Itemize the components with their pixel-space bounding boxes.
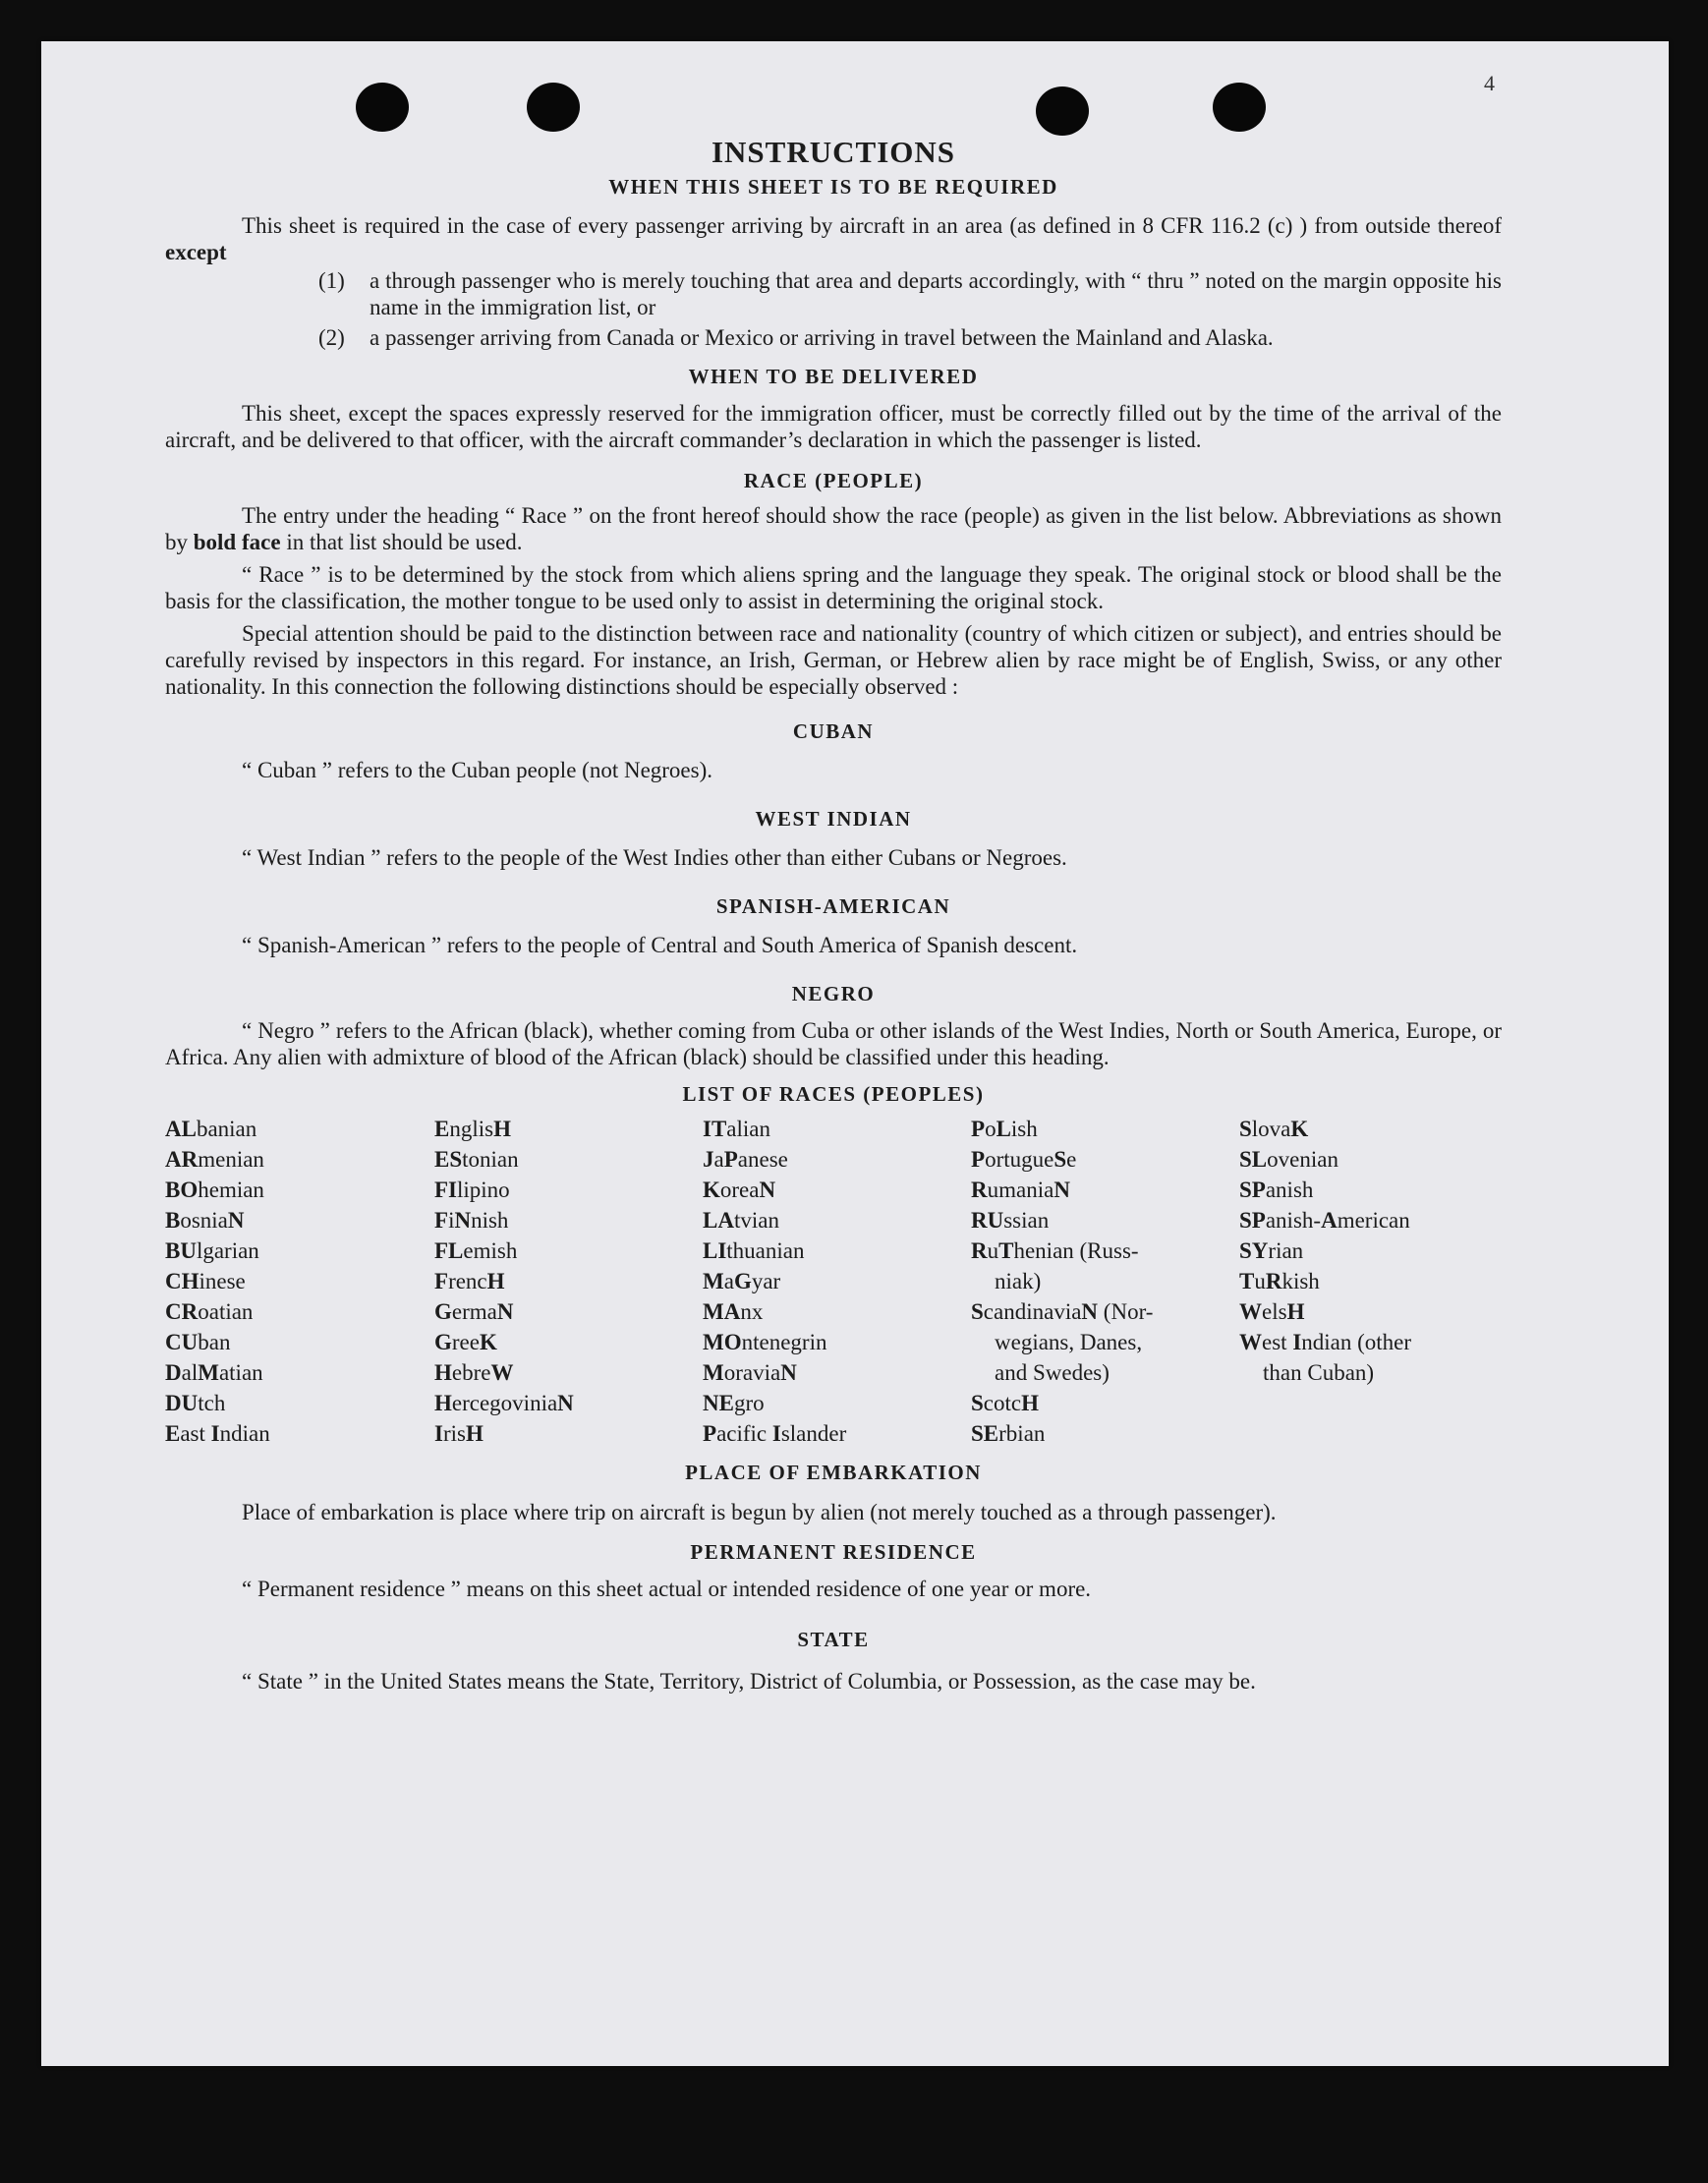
race-text: o bbox=[985, 1117, 996, 1141]
negro-text: “ Negro ” refers to the African (black), whether coming from Cuba or other islands of the West Indies, North or South America, Europe, or Africa. Any alien with admixture of blood of the African (black) should be classified under this heading. bbox=[165, 1018, 1502, 1069]
race-entry bbox=[971, 1296, 1239, 1327]
page-title: INSTRUCTIONS bbox=[711, 135, 955, 169]
race-abbrev-letters: W bbox=[1239, 1299, 1262, 1324]
heading-cuban: CUBAN bbox=[792, 719, 875, 743]
race-abbrev-letters: M bbox=[703, 1360, 724, 1385]
race-entry bbox=[971, 1114, 1239, 1144]
race-abbrev-letters: P bbox=[703, 1421, 717, 1446]
race-abbrev-letters: H bbox=[486, 1269, 505, 1293]
race-abbrev-letters: SP bbox=[1239, 1178, 1266, 1202]
exception-number: (2) bbox=[318, 325, 345, 350]
race-abbrev-letters: W bbox=[1239, 1330, 1262, 1354]
race-abbrev-letters: N bbox=[496, 1299, 514, 1324]
race-text: rbian bbox=[998, 1421, 1046, 1446]
race-abbrev-letters: F bbox=[434, 1208, 449, 1233]
race-abbrev-letters: P bbox=[971, 1147, 986, 1172]
race-text: al bbox=[181, 1360, 199, 1385]
race-abbrev-letters: R bbox=[971, 1178, 988, 1202]
race-abbrev-letters: MA bbox=[703, 1299, 741, 1324]
race-text: menian bbox=[198, 1147, 264, 1172]
race-text: oatian bbox=[198, 1299, 254, 1324]
race-text: tonian bbox=[462, 1147, 519, 1172]
race-abbrev-letters: N bbox=[759, 1178, 776, 1202]
race-abbrev-letters: MO bbox=[703, 1330, 742, 1354]
race-text: lova bbox=[1251, 1117, 1291, 1141]
race-entry bbox=[703, 1175, 971, 1205]
race-text: ndian (other bbox=[1301, 1330, 1412, 1354]
race-text: gro bbox=[733, 1391, 765, 1415]
race-entry bbox=[971, 1144, 1239, 1175]
race-abbrev-letters: N bbox=[1053, 1178, 1070, 1202]
race-entry bbox=[434, 1296, 703, 1327]
race-entry bbox=[165, 1388, 434, 1418]
heading-embarkation: PLACE OF EMBARKATION bbox=[685, 1461, 982, 1484]
race-text: erma bbox=[451, 1299, 497, 1324]
race-abbrev-letters: D bbox=[165, 1360, 182, 1385]
race-abbrev-letters: I bbox=[1292, 1330, 1302, 1354]
race-entry bbox=[1239, 1175, 1514, 1205]
race-text: slander bbox=[780, 1421, 847, 1446]
required-intro-text: This sheet is required in the case of every passenger arriving by aircraft in an area (as defined in 8 CFR 116.2 (c) ) from outside thereof bbox=[242, 213, 1502, 238]
race-abbrev-letters: N bbox=[1081, 1299, 1099, 1324]
race-entry bbox=[703, 1388, 971, 1418]
race-text: wegians, Danes, bbox=[995, 1330, 1143, 1354]
race-entry bbox=[165, 1357, 434, 1388]
race-text: merican bbox=[1337, 1208, 1410, 1233]
heading-when-delivered: WHEN TO BE DELIVERED bbox=[688, 365, 979, 388]
races-column bbox=[165, 1114, 434, 1449]
race-abbrev-letters: T bbox=[1239, 1269, 1255, 1293]
heading-west-indian: WEST INDIAN bbox=[755, 807, 912, 831]
race-text: inese bbox=[199, 1269, 246, 1293]
race-text: ssian bbox=[1003, 1208, 1050, 1233]
race-abbrev-letters: FI bbox=[434, 1178, 457, 1202]
race-entry bbox=[703, 1235, 971, 1266]
race-abbrev-letters: J bbox=[703, 1147, 714, 1172]
race-paragraph-2: “ Race ” is to be determined by the stock from which aliens spring and the language they speak. The original stock or blood shall be the basis for the classification, the mother tongue to be used only to assist in determining the original stock. bbox=[165, 562, 1502, 613]
race-text: hemian bbox=[198, 1178, 264, 1202]
heading-race: RACE (PEOPLE) bbox=[743, 469, 924, 492]
race-text: ris bbox=[442, 1421, 466, 1446]
race-abbrev-letters: M bbox=[198, 1360, 219, 1385]
race-text: oravia bbox=[723, 1360, 781, 1385]
race-entry bbox=[165, 1266, 434, 1296]
race-abbrev-letters: H bbox=[1286, 1299, 1305, 1324]
heading-when-required: WHEN THIS SHEET IS TO BE REQUIRED bbox=[608, 175, 1058, 199]
race-text: ree bbox=[451, 1330, 480, 1354]
race-text: renc bbox=[448, 1269, 487, 1293]
race-entry bbox=[703, 1114, 971, 1144]
race-text: atian bbox=[218, 1360, 263, 1385]
race-abbrev-letters: H bbox=[465, 1421, 484, 1446]
race-entry bbox=[703, 1296, 971, 1327]
race-abbrev-letters: N bbox=[227, 1208, 245, 1233]
race-abbrev-letters: DU bbox=[165, 1391, 199, 1415]
race-entry bbox=[703, 1357, 971, 1388]
race-text: henian (Russ- bbox=[1013, 1238, 1139, 1263]
race-abbrev-letters: K bbox=[479, 1330, 497, 1354]
race-entry bbox=[971, 1205, 1239, 1235]
race-abbrev-letters: H bbox=[493, 1117, 511, 1141]
race-text: acific bbox=[716, 1421, 772, 1446]
race-abbrev-letters: FL bbox=[434, 1238, 464, 1263]
race-abbrev-letters: G bbox=[434, 1299, 452, 1324]
race-text: ast bbox=[180, 1421, 211, 1446]
races-column bbox=[971, 1114, 1239, 1449]
race-text: banian bbox=[196, 1117, 257, 1141]
race-text: umania bbox=[987, 1178, 1054, 1202]
heading-list-of-races: LIST OF RACES (PEOPLES) bbox=[682, 1082, 985, 1106]
race-entry bbox=[165, 1144, 434, 1175]
race-entry bbox=[703, 1418, 971, 1449]
race-text: i bbox=[448, 1208, 455, 1233]
race-text: ortugue bbox=[985, 1147, 1054, 1172]
race-abbrev-letters: N bbox=[454, 1208, 472, 1233]
race-text: rian bbox=[1268, 1238, 1304, 1263]
punch-hole bbox=[356, 83, 409, 132]
race-text: thuanian bbox=[726, 1238, 805, 1263]
race-entry bbox=[434, 1114, 703, 1144]
race-abbrev-letters: E bbox=[434, 1117, 450, 1141]
punch-hole bbox=[1036, 86, 1089, 136]
race-entry-continuation bbox=[971, 1327, 1239, 1357]
race-entry-continuation bbox=[1239, 1357, 1514, 1388]
heading-permanent-residence: PERMANENT RESIDENCE bbox=[690, 1540, 977, 1564]
page-number: 4 bbox=[1484, 71, 1495, 95]
race-p1-end: in that list should be used. bbox=[286, 530, 523, 554]
delivered-text: This sheet, except the spaces expressly reserved for the immigration officer, must be correctly filled out by the time of the arrival of the aircraft, and be delivered to that officer, with the aircraft commander’s declaration in which the passenger is listed. bbox=[165, 401, 1502, 452]
race-entry bbox=[434, 1388, 703, 1418]
race-abbrev-letters: IT bbox=[703, 1117, 727, 1141]
race-abbrev-letters: A bbox=[1321, 1208, 1338, 1233]
race-text: niak) bbox=[995, 1269, 1042, 1293]
race-abbrev-letters: SP bbox=[1239, 1208, 1266, 1233]
race-text: tvian bbox=[733, 1208, 779, 1233]
race-abbrev-letters: ES bbox=[434, 1147, 463, 1172]
race-abbrev-letters: S bbox=[971, 1391, 984, 1415]
race-text: ntenegrin bbox=[741, 1330, 827, 1354]
cuban-text: “ Cuban ” refers to the Cuban people (not Negroes). bbox=[242, 758, 713, 782]
race-text: a bbox=[723, 1269, 734, 1293]
race-abbrev-letters: H bbox=[1021, 1391, 1039, 1415]
race-text: than Cuban) bbox=[1263, 1360, 1375, 1385]
race-text: nish bbox=[471, 1208, 509, 1233]
races-list bbox=[165, 1114, 1502, 1449]
race-text: anese bbox=[737, 1147, 788, 1172]
race-entry bbox=[1239, 1144, 1514, 1175]
exception-text: a through passenger who is merely touching that area and departs accordingly, with “ thru ” noted on the margin opposite his name in the immigration list, or bbox=[370, 268, 1502, 319]
race-abbrev-letters: S bbox=[971, 1299, 984, 1324]
state-text: “ State ” in the United States means the State, Territory, District of Columbia, or Possession, as the case may be. bbox=[242, 1669, 1256, 1694]
race-text: and Swedes) bbox=[995, 1360, 1110, 1385]
race-abbrev-letters: T bbox=[998, 1238, 1014, 1263]
race-entry bbox=[165, 1114, 434, 1144]
race-entry bbox=[1239, 1266, 1514, 1296]
race-entry-continuation bbox=[971, 1357, 1239, 1388]
race-entry bbox=[434, 1418, 703, 1449]
race-entry bbox=[165, 1327, 434, 1357]
race-entry-continuation bbox=[971, 1266, 1239, 1296]
race-abbrev-letters: SE bbox=[971, 1421, 999, 1446]
race-text: candinavia bbox=[983, 1299, 1082, 1324]
west-indian-text: “ West Indian ” refers to the people of the West Indies other than either Cubans or Negroes. bbox=[242, 845, 1067, 870]
race-text: est bbox=[1262, 1330, 1293, 1354]
race-abbrev-letters: P bbox=[971, 1117, 986, 1141]
race-entry bbox=[434, 1357, 703, 1388]
race-text: ban bbox=[198, 1330, 231, 1354]
race-text: ercegovinia bbox=[451, 1391, 558, 1415]
instructions-content bbox=[165, 134, 1502, 1698]
race-entry bbox=[434, 1144, 703, 1175]
race-abbrev-letters: N bbox=[780, 1360, 797, 1385]
race-text: anish bbox=[1265, 1178, 1314, 1202]
race-entry bbox=[1239, 1114, 1514, 1144]
race-paragraph-1 bbox=[165, 502, 1502, 555]
race-entry bbox=[434, 1235, 703, 1266]
race-text: lgarian bbox=[196, 1238, 259, 1263]
races-column bbox=[434, 1114, 703, 1449]
race-text: lipino bbox=[457, 1178, 510, 1202]
race-entry bbox=[971, 1388, 1239, 1418]
race-abbrev-letters: P bbox=[723, 1147, 738, 1172]
race-abbrev-letters: CH bbox=[165, 1269, 199, 1293]
race-paragraph-3: Special attention should be paid to the distinction between race and nationality (country of which citizen or subject), and entries should be carefully revised by inspectors in this regard. For instance, an Irish, German, or Hebrew alien by race might be of English, Swiss, or any other nationality. In this connection the following distinctions should be especially observed : bbox=[165, 621, 1502, 699]
required-intro bbox=[165, 212, 1502, 265]
race-text: u bbox=[1254, 1269, 1266, 1293]
exception-number: (1) bbox=[318, 268, 345, 293]
required-intro-except: except bbox=[165, 240, 227, 264]
race-abbrev-letters: K bbox=[703, 1178, 720, 1202]
race-text: anish- bbox=[1265, 1208, 1322, 1233]
race-abbrev-letters: M bbox=[703, 1269, 724, 1293]
race-entry bbox=[434, 1327, 703, 1357]
race-text: (Nor- bbox=[1098, 1299, 1154, 1324]
race-text: a bbox=[713, 1147, 724, 1172]
race-entry bbox=[703, 1144, 971, 1175]
race-abbrev-letters: S bbox=[1239, 1117, 1252, 1141]
heading-spanish-american: SPANISH-AMERICAN bbox=[715, 894, 951, 918]
heading-state: STATE bbox=[797, 1628, 870, 1651]
race-abbrev-letters: SL bbox=[1239, 1147, 1268, 1172]
exception-text: a passenger arriving from Canada or Mexico or arriving in travel between the Mainland and Alaska. bbox=[370, 325, 1274, 350]
races-column bbox=[1239, 1114, 1514, 1449]
race-abbrev-letters: B bbox=[165, 1208, 181, 1233]
race-text: u bbox=[987, 1238, 999, 1263]
race-text: emish bbox=[463, 1238, 518, 1263]
race-abbrev-letters: F bbox=[434, 1269, 449, 1293]
race-entry bbox=[703, 1205, 971, 1235]
race-text: tch bbox=[198, 1391, 226, 1415]
race-entry bbox=[434, 1266, 703, 1296]
race-abbrev-letters: AL bbox=[165, 1117, 197, 1141]
embarkation-text: Place of embarkation is place where trip on aircraft is begun by alien (not merely touched as a through passenger). bbox=[242, 1500, 1277, 1524]
race-entry bbox=[971, 1418, 1239, 1449]
race-p1-start: The entry under the heading “ Race ” on the front hereof should show the race (people) as given in the list below. Abbreviations as shown by bbox=[165, 503, 1502, 554]
race-text: orea bbox=[719, 1178, 760, 1202]
residence-text: “ Permanent residence ” means on this sheet actual or intended residence of one year or more. bbox=[242, 1577, 1092, 1601]
race-text: nglis bbox=[449, 1117, 494, 1141]
race-abbrev-letters: R bbox=[1265, 1269, 1282, 1293]
race-entry bbox=[165, 1175, 434, 1205]
race-abbrev-letters: LI bbox=[703, 1238, 727, 1263]
race-abbrev-letters: K bbox=[1290, 1117, 1309, 1141]
race-entry bbox=[971, 1235, 1239, 1266]
exception-list bbox=[165, 267, 1502, 351]
exception-item bbox=[165, 324, 1502, 351]
race-abbrev-letters: BU bbox=[165, 1238, 197, 1263]
exception-item bbox=[165, 267, 1502, 320]
race-entry bbox=[703, 1266, 971, 1296]
race-entry bbox=[165, 1235, 434, 1266]
race-abbrev-letters: AR bbox=[165, 1147, 199, 1172]
race-entry bbox=[434, 1205, 703, 1235]
race-abbrev-letters: CU bbox=[165, 1330, 199, 1354]
race-text: alian bbox=[726, 1117, 770, 1141]
punch-hole bbox=[1213, 83, 1266, 132]
race-entry bbox=[165, 1205, 434, 1235]
race-abbrev-letters: L bbox=[996, 1117, 1011, 1141]
race-text: yar bbox=[751, 1269, 781, 1293]
spanish-american-text: “ Spanish-American ” refers to the people of Central and South America of Spanish descent. bbox=[242, 933, 1078, 957]
race-p1-bold: bold face bbox=[193, 530, 281, 554]
race-abbrev-letters: CR bbox=[165, 1299, 199, 1324]
race-entry bbox=[703, 1327, 971, 1357]
race-text: ndian bbox=[219, 1421, 270, 1446]
race-text: cotc bbox=[983, 1391, 1022, 1415]
race-abbrev-letters: E bbox=[165, 1421, 181, 1446]
race-entry bbox=[971, 1175, 1239, 1205]
race-entry bbox=[434, 1175, 703, 1205]
race-abbrev-letters: R bbox=[971, 1238, 988, 1263]
race-entry bbox=[1239, 1235, 1514, 1266]
race-text: nx bbox=[740, 1299, 764, 1324]
race-abbrev-letters: H bbox=[434, 1360, 452, 1385]
race-abbrev-letters: H bbox=[434, 1391, 452, 1415]
race-entry bbox=[1239, 1327, 1514, 1357]
race-text: els bbox=[1262, 1299, 1287, 1324]
race-abbrev-letters: I bbox=[210, 1421, 220, 1446]
race-abbrev-letters: LA bbox=[703, 1208, 734, 1233]
race-entry bbox=[1239, 1205, 1514, 1235]
races-column bbox=[703, 1114, 971, 1449]
race-text: kish bbox=[1281, 1269, 1320, 1293]
race-abbrev-letters: I bbox=[434, 1421, 443, 1446]
race-entry bbox=[1239, 1296, 1514, 1327]
race-text: osnia bbox=[180, 1208, 228, 1233]
race-abbrev-letters: G bbox=[434, 1330, 452, 1354]
race-abbrev-letters: BO bbox=[165, 1178, 199, 1202]
race-abbrev-letters: G bbox=[733, 1269, 752, 1293]
heading-negro: NEGRO bbox=[791, 982, 876, 1005]
race-abbrev-letters: N bbox=[557, 1391, 574, 1415]
race-abbrev-letters: I bbox=[771, 1421, 781, 1446]
race-abbrev-letters: W bbox=[490, 1360, 514, 1385]
punch-hole bbox=[527, 83, 580, 132]
race-text: ebre bbox=[451, 1360, 491, 1385]
race-abbrev-letters: S bbox=[1053, 1147, 1067, 1172]
race-entry bbox=[165, 1418, 434, 1449]
race-abbrev-letters: RU bbox=[971, 1208, 1004, 1233]
race-text: ovenian bbox=[1267, 1147, 1338, 1172]
race-text: e bbox=[1066, 1147, 1077, 1172]
race-entry bbox=[165, 1296, 434, 1327]
race-text: ish bbox=[1010, 1117, 1038, 1141]
race-abbrev-letters: NE bbox=[703, 1391, 734, 1415]
race-abbrev-letters: SY bbox=[1239, 1238, 1269, 1263]
